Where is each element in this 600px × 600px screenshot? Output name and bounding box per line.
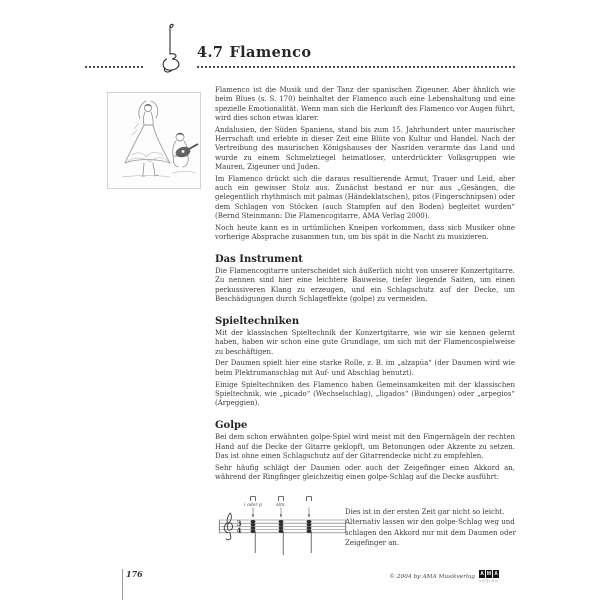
arrowheads bbox=[252, 515, 310, 518]
ama-logo-squares bbox=[479, 570, 499, 578]
dancer-guitarist-illustration bbox=[107, 92, 201, 189]
footer-publisher bbox=[389, 570, 499, 583]
time-signature-top: 3 bbox=[236, 519, 242, 529]
main-text-column bbox=[215, 86, 515, 577]
music-notation bbox=[215, 493, 350, 573]
copyright-text: © 2004 by AMA Musikverlag bbox=[389, 573, 475, 580]
page-title bbox=[197, 44, 311, 61]
ama-verlag-logo bbox=[479, 570, 499, 583]
techniques-paragraph-3: Einige Spieltechniken des Flamenco haben Gemeinsamkeiten mit der klassischen Spieltechnik, wie „picado“ (Wechselschlag), „ligados“ (Bindungen) oder „arpegios“ (Arpeggien). bbox=[215, 380, 515, 408]
guitar-logo-icon bbox=[143, 21, 197, 79]
page-number: 176 bbox=[122, 569, 143, 600]
golpe-paragraph-1: Bei dem schon erwähnten golpe-Spiel wird meist mit den Fingernägeln der rechten Hand auf die Decke der Gitarre geklopft, um Betonungen oder Akzente zu setzen. Das ist ohne einen Schlagschutz auf der Gitarrendecke nicht zu empfehlen. bbox=[215, 433, 515, 460]
section-number: 4.7 bbox=[197, 44, 224, 61]
section-title: Flamenco bbox=[229, 44, 312, 61]
flamenco-sketch bbox=[108, 93, 200, 188]
finger-label-i-oder-p: i oder p bbox=[244, 502, 262, 508]
techniques-heading: Spieltechniken bbox=[215, 316, 300, 328]
techniques-paragraph-1: Mit der klassischen Spieltechnik der Konzertgitarre, wie wir sie kennen gelernt haben, haben wir schon eine gute Grundlage, um sich mit der Flamencospielweise zu beschäftigen. bbox=[215, 329, 515, 356]
ama-logo-letter: M bbox=[486, 571, 492, 577]
side-note: Dies ist in der ersten Zeit gar nicht so leicht. Alternativ lassen wir den golpe-Schlag weg und schlagen den Akkord nur mit dem Daumen oder Zeigefinger an. bbox=[345, 508, 516, 547]
time-signature-bottom: 4 bbox=[236, 525, 242, 535]
instrument-paragraph: Die Flamencogitarre unterscheidet sich äußerlich nicht von unserer Konzertgitarre. Zu nennen sind hier eine leichtere Bauweise, tiefer liegende Saiten, um einen perkussiveren Klang zu erzeugen, und ein Schlagschutz auf der Decke, um Beschädigungen durch Schlageffekte (golpe) zu vermeiden. bbox=[215, 267, 515, 303]
ama-logo-letter: A bbox=[494, 571, 498, 577]
intro-paragraph-1: Flamenco ist die Musik und der Tanz der spanischen Zigeuner. Aber ähnlich wie beim Blues (s. S. 170) beinhaltet der Flamenco auch eine Lebenshaltung und eine spezielle Emotionalität. Wenn man sich die Herkunft des Flamenco vor Augen führt, wird dies schon etwas klarer. bbox=[215, 86, 515, 122]
golpe-symbol-icons bbox=[251, 497, 312, 501]
ama-logo-letter: A bbox=[480, 571, 484, 577]
intro-paragraph-4: Noch heute kann es in urtümlichen Kneipen vorkommen, dass sich Musiker ohne vorherige Absprache zusammen tun, um bis spät in die Nacht zu musizieren. bbox=[215, 223, 515, 241]
techniques-paragraph-2: Der Daumen spielt hier eine starke Rolle, z. B. im „alzapúa“ (der Daumen wird wie beim Plektrumanschlag mit Auf- und Abschlag benutzt). bbox=[215, 359, 515, 377]
finger-label-sim: sim. bbox=[276, 502, 286, 508]
golpe-heading: Golpe bbox=[215, 420, 248, 432]
strum-arrow-icons bbox=[253, 508, 309, 516]
intro-paragraph-3: Im Flamenco drückt sich die daraus resultierende Armut, Trauer und Leid, aber auch ein gewisser Stolz aus. Zunächst bestand er nur aus „Gesängen, die gelegentlich rhythmisch mit palmas (Händeklatschen), pitos (Fingerschnipsen) oder dem Schlagen von Stöcken (auch Stampfen auf den Boden) begleitet wurden“ (Bernd Steinmann: Die Flamencogitarre, AMA Verlag 2000). bbox=[215, 174, 515, 220]
golpe-paragraph-2: Sehr häufig schlägt der Daumen oder auch der Zeigefinger einen Akkord an, während der Ringfinger gleichzeitig einen golpe-Schlag auf die Decke ausführt: bbox=[215, 463, 515, 481]
ama-logo-caption: VERLAG bbox=[479, 579, 499, 583]
intro-paragraph-2: Andalusien, der Süden Spaniens, stand bis zum 15. Jahrhundert unter maurischer Herrschaft und erlebte in dieser Zeit eine Blüte von Kultur und Handel. Nach der Vertreibung des maurischen Königshauses der Nasriden verarmte das Land und wurde zu einem Schmelztiegel heimatloser, unterdrückter Volksgruppen wie Mauren, Zigeuner und Juden. bbox=[215, 125, 515, 171]
guitar-sketch-icon bbox=[148, 21, 192, 79]
music-example-row bbox=[215, 493, 515, 577]
chord-stems bbox=[255, 532, 311, 556]
instrument-heading: Das Instrument bbox=[215, 254, 303, 266]
